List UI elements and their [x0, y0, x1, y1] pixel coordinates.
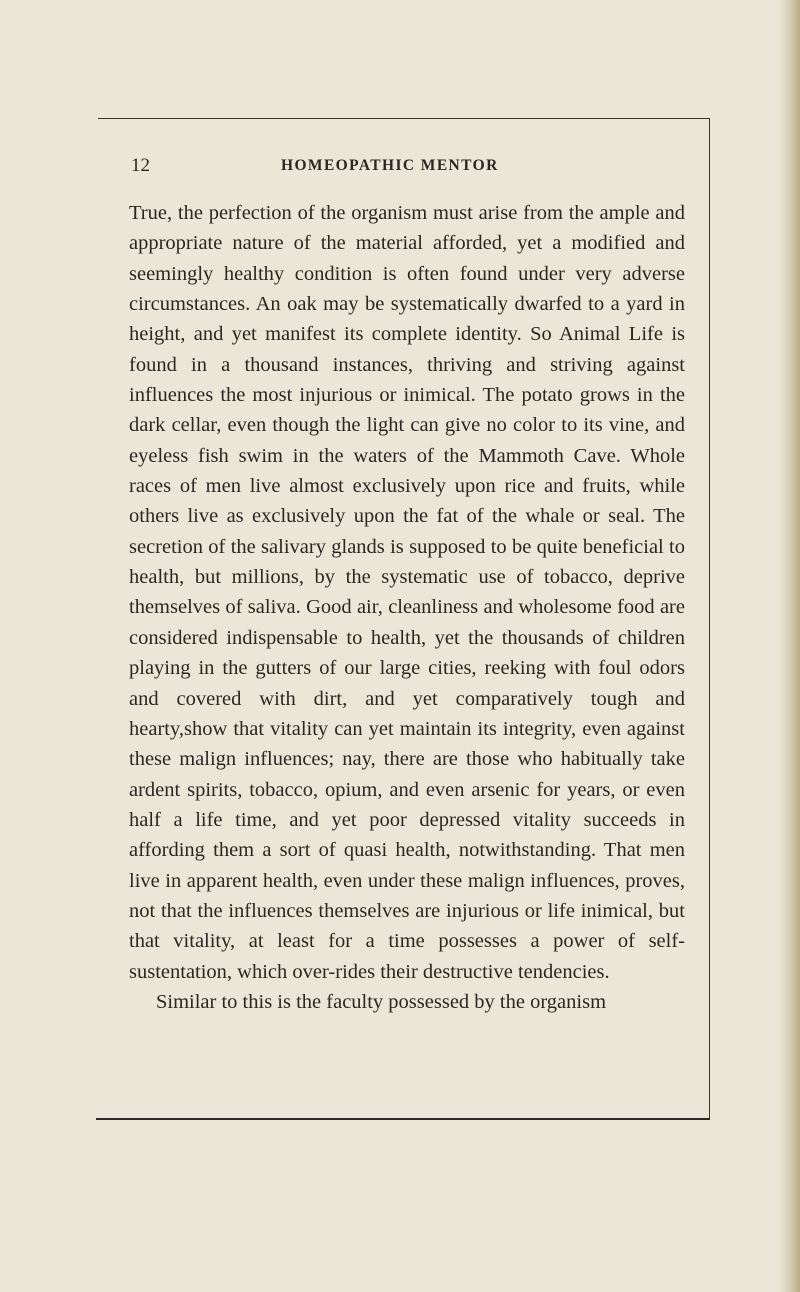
- running-title: HOMEOPATHIC MENTOR: [281, 157, 499, 174]
- running-head: [129, 146, 685, 186]
- body-text: [129, 198, 685, 1017]
- page-number: 12: [131, 155, 150, 176]
- bottom-rule: [96, 1118, 710, 1120]
- paragraph: True, the perfection of the organism must arise from the ample and appropriate nature of the material afforded, yet a modified and seemingly healthy condition is often found under very adverse circumstances. An oak may be systematically dwarfed to a yard in height, and yet manifest its complete identity. So Animal Life is found in a thousand instances, thriving and striving against influences the most injurious or inimical. The potato grows in the dark cellar, even though the light can give no color to its vine, and eyeless fish swim in the waters of the Mammoth Cave. Whole races of men live almost exclusively upon rice and fruits, while others live as exclusively upon the fat of the whale or seal. The secretion of the salivary glands is supposed to be quite beneficial to health, but millions, by the systematic use of tobacco, deprive themselves of saliva. Good air, cleanliness and wholesome food are considered indispensable to health, yet the thousands of children playing in the gutters of our large cities, reeking with foul odors and covered with dirt, and yet comparatively tough and hearty,show that vitality can yet maintain its integrity, even against these malign influences; nay, there are those who habitually take ardent spirits, tobacco, opium, and even arsenic for years, or even half a life time, and yet poor depressed vitality succeeds in affording them a sort of quasi health, notwithstanding. That men live in apparent health, even under these malign influences, proves, not that the influences themselves are injurious or life inimical, but that vitality, at least for a time possesses a power of self-sustentation, which over-rides their destructive tendencies.: [129, 202, 685, 983]
- top-rule: [98, 118, 710, 119]
- right-rule: [709, 118, 710, 1118]
- page-edge-shadow: [778, 0, 800, 1292]
- paragraph: Similar to this is the faculty possessed by the organism: [156, 990, 607, 1013]
- book-page: [129, 146, 685, 1017]
